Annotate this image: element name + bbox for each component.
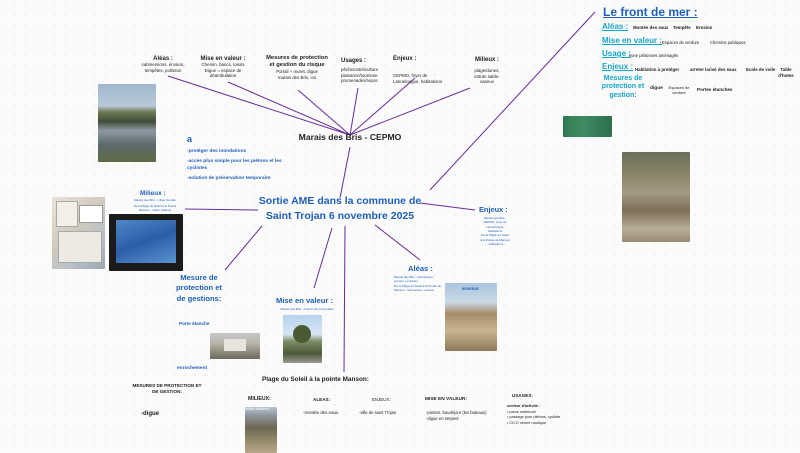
marais-aleas (140, 56, 186, 73)
tree-shape (293, 325, 311, 343)
marais-enjeux-text: CEPMO, foyer de Lannelongue, habitations (393, 73, 443, 84)
front-enjeux-item-1: Habitation à protéger (635, 67, 680, 72)
center-mise-label: Mise en valeur : (276, 296, 333, 305)
main-title-line2: Saint Trojan 6 novembre 2025 (265, 209, 415, 222)
milieux-panel-photo (52, 197, 105, 269)
marais-to-enjeux-connector (350, 78, 415, 135)
left-enrochement: enrochement (177, 366, 208, 371)
marais-usages-text: pêche/ostréiculture plaisance/tourisme promenades/repos (341, 67, 379, 84)
plage-aleas-label: ALEAS: (313, 397, 331, 402)
plage-usages-item-2-text: passage pour piétons, cycliste (509, 415, 561, 419)
marais-to-mise-connector (228, 82, 350, 135)
plage-usages-item-1-text: parcs ostréicole (509, 409, 536, 414)
plage-enjeux-label: ENJEUX: (372, 397, 391, 402)
front-enjeux-item-4: Table d'hotes (778, 67, 794, 78)
front-mesures-item-2: Espaces de verdure (668, 85, 690, 95)
plage-aleas-value: -montée des eaux (303, 410, 339, 415)
marais-bullet-head: a (187, 134, 193, 144)
left-mesure-label: Mesure de protection et de gestions: (176, 273, 222, 303)
left-milieux-label: Milieux : (140, 190, 166, 197)
erosion-photo (445, 283, 497, 351)
left-milieux-notes (128, 198, 182, 213)
front-aleas-item-1: Montée des eaux (633, 25, 669, 30)
front-aleas-item-2: Tempête (673, 25, 691, 30)
front-usage-item-1: zone piétonnes aménagés (629, 53, 679, 58)
front-enjeux-label: Enjeux : (602, 62, 634, 71)
plage-usages-intro: secteur d'activité : (507, 404, 541, 408)
main-to-milieux-connector (185, 209, 258, 210)
left-porte: Porte étanche (179, 321, 210, 326)
marais-bullet-2: -accès plus simple pour les piétons et les cyclistes (187, 158, 282, 171)
plage-mesures-value: -digue (141, 411, 159, 417)
panel-map-2 (79, 205, 103, 223)
front-enjeux-item-2: arreter larivé des eaux (690, 67, 737, 72)
plage-usages-block (507, 404, 587, 426)
marais-milieux (470, 57, 504, 85)
main-title-line1: Sortie AME dans la commune de (258, 195, 422, 207)
front-mesures-item-1: digue (650, 86, 663, 91)
right-enjeux-label: Enjeux : (479, 205, 508, 214)
right-enjeux-text: Marais des Bris : CEPMO, foyer de Lannelongue, habitations De la Plage du Soleil à la Pointe de Manson : habitations (480, 216, 510, 247)
main-to-front-connector (430, 12, 595, 190)
plage-mise-value: -ponton, boudéjour (les bateaux) -digue en serpent (426, 410, 487, 422)
marais-milieux-label: Milieux : (474, 57, 499, 63)
marais-enjeux (393, 56, 455, 84)
front-mesures-item-3: Portes étanches (697, 87, 733, 92)
marais-aleas-text: submersions, érosion, tempêtes, pollution (141, 62, 185, 73)
main-to-aleas-connector (375, 225, 420, 260)
main-to-marais-connector (340, 147, 350, 198)
plage-milieux-photo (245, 407, 277, 453)
plage-enjeux-value: -ville de saint Trojan (359, 410, 397, 415)
panel-map-1 (56, 201, 78, 227)
center-aleas-label: Aléas : (408, 264, 433, 273)
marais-mesures (264, 55, 330, 81)
plage-usages-item-1: • parcs ostréicole (507, 409, 536, 414)
front-mise-label: Mise en valeur : (602, 36, 663, 45)
front-mesures-label: Mesures de protection et gestion: (601, 75, 645, 99)
center-aleas-note: Marais des Bris : submersion, érosion, tempêtes De la Plage du Soleil à la Pointe de Manson : submersion, érosion (394, 275, 442, 293)
marais-mesures-label: Mesures de protection et gestion du risque (266, 55, 328, 69)
milieux-screen-photo (109, 214, 183, 271)
marais-milieux-text: plage/dunes, estran sablo-vaseux (474, 68, 500, 85)
marsh-photo (98, 84, 156, 162)
plage-title: Plage du Soleil à la pointe Manson: (262, 376, 369, 383)
plage-photo-caption: milieu sableux (245, 407, 270, 411)
marais-title: Marais des Bris - CEPMO (298, 132, 402, 142)
marais-enjeux-label: Enjeux : (393, 56, 417, 62)
main-to-mise-connector (314, 228, 332, 288)
marais-bullet-3: -solution de préservation temporaire (187, 175, 271, 181)
center-mise-note: Marais des Bris : chemin de promenade (280, 307, 334, 311)
left-milieux-note1: Marais des Bris : milieu humide (134, 198, 176, 202)
marais-usages (341, 58, 385, 84)
plage-usages-item-2: • passage pour piétons, cycliste (507, 415, 561, 419)
left-milieux-note2: De la Plage du Soleil à la Pointe Manson : milieu sableux (133, 204, 177, 213)
marais-mise-label: Mise en valeur : (200, 56, 246, 62)
plage-usages-item-3: • CICO centre nautique (507, 420, 547, 425)
digue-photo (622, 152, 690, 242)
porte-etanche-photo (563, 116, 612, 137)
marais-mesures-text: Portail + muret, digue marais des Bris, ios (276, 69, 318, 81)
marais-usages-label: Usages : (341, 58, 367, 64)
front-title: Le front de mer : (603, 5, 698, 19)
front-aleas-label: Aléas : (602, 22, 629, 31)
marais-aleas-label: Aléas : (153, 56, 173, 62)
front-mise-item-2: Chemins publiques (710, 40, 746, 45)
front-enjeux-item-3: Ecole de voile (746, 67, 776, 72)
screen-map (116, 220, 176, 263)
erosion-caption: erosion (462, 286, 479, 291)
main-to-plage-connector (344, 226, 345, 372)
main-title (252, 194, 428, 223)
front-aleas-item-3: Erosion (696, 25, 713, 30)
plage-usages-item-3-text: CICO centre nautique (509, 420, 547, 425)
panel-map-3 (58, 231, 102, 263)
porte-photo (210, 333, 260, 359)
marais-mise-text: Chemin, bancs, loisirs Digue = espace de déambulation (201, 62, 245, 79)
marais-mise-en-valeur (195, 56, 251, 79)
marais-to-usages-connector (350, 88, 358, 135)
porte-wall (224, 339, 246, 351)
front-mise-item-1: Espaces de verdure (662, 40, 700, 45)
plage-milieux-label: MILIEUX: (248, 396, 271, 402)
plage-usages-label: USAGES: (512, 393, 533, 398)
marais-to-milieux-connector (350, 88, 470, 135)
marais-bullets (187, 149, 287, 183)
marais-to-aleas-connector (168, 76, 350, 135)
marais-bullet-1: -protéger des inondations (187, 149, 247, 154)
mise-photo (283, 315, 322, 363)
front-usage-label: Usage : (602, 49, 631, 58)
main-to-mesure-connector (225, 226, 262, 270)
main-to-enjeux-connector (420, 203, 475, 210)
plage-mesures-label: MESURES DE PROTECTION ET DE GESTION: (132, 383, 202, 395)
marais-to-mesures-connector (298, 90, 350, 135)
plage-mise-label: MISE EN VALEUR: (425, 397, 468, 402)
